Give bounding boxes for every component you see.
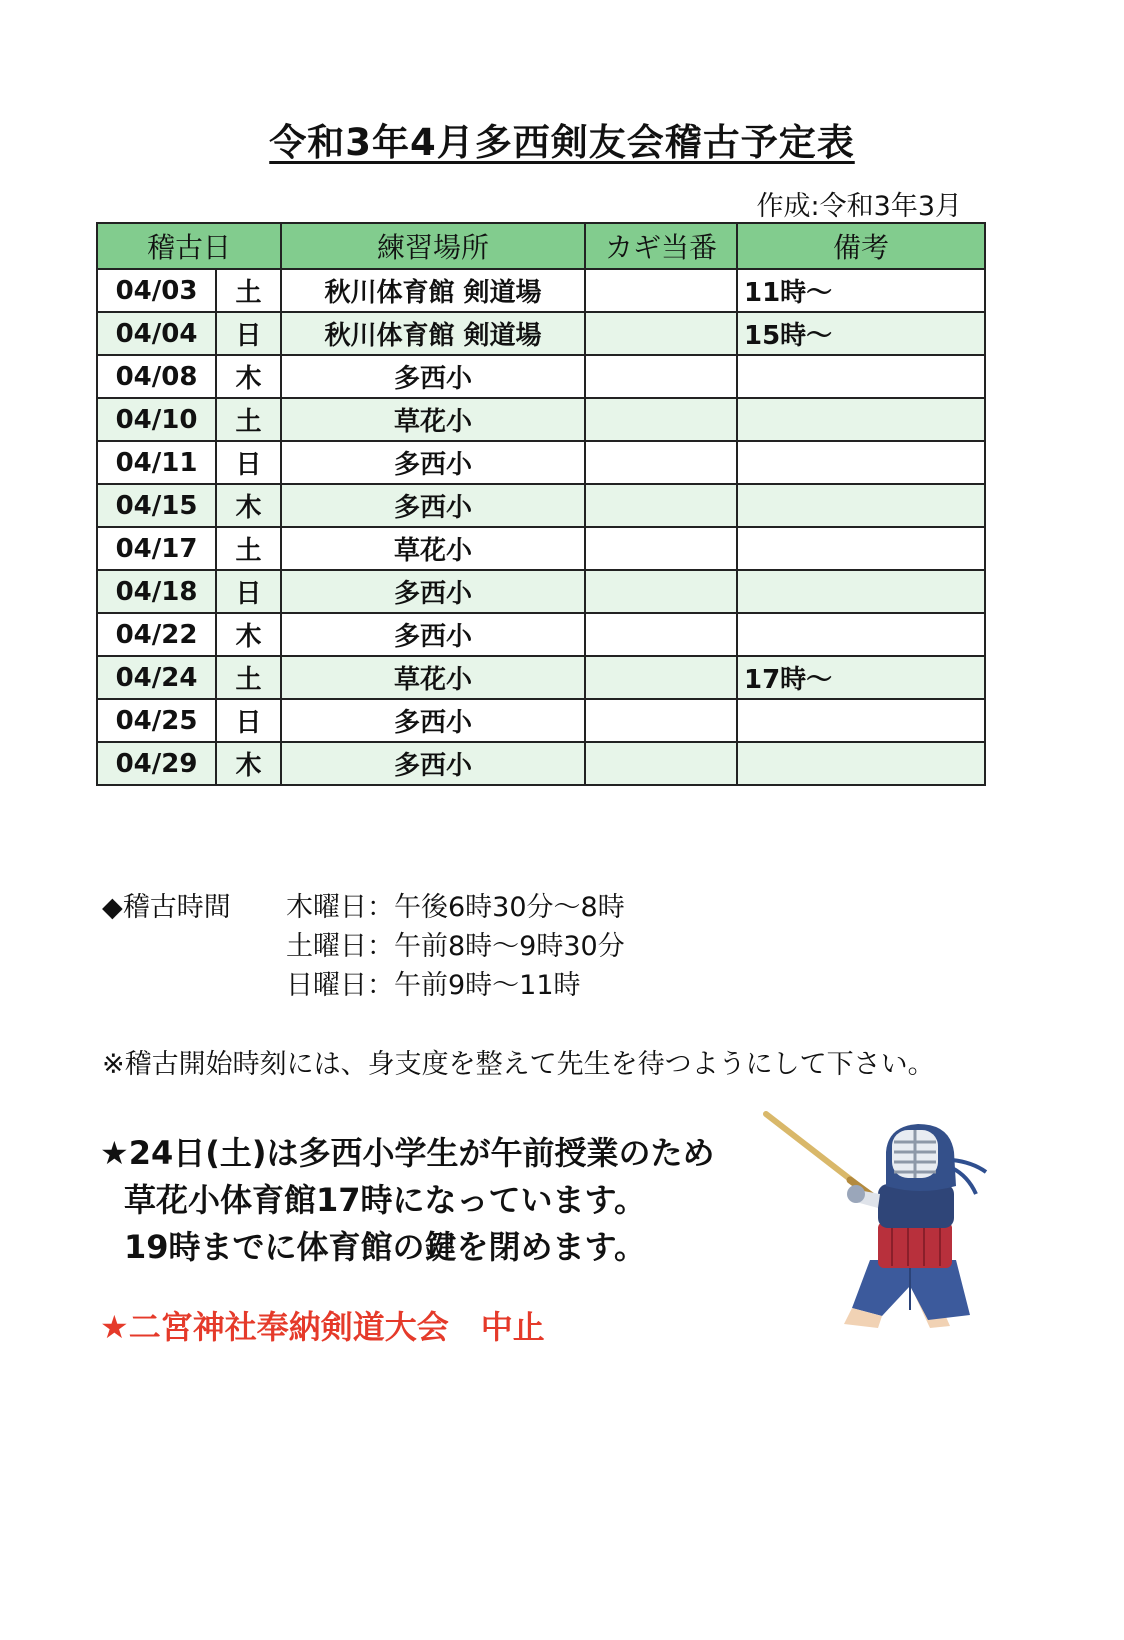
table-row <box>97 484 985 527</box>
place-cell: 秋川体育館 剣道場 <box>281 269 585 312</box>
practice-time-sunday: 日曜日：午前9時～11時 <box>286 970 581 1001</box>
date-cell: 04/11 <box>97 441 216 484</box>
table-row <box>97 656 985 699</box>
header-key: カギ当番 <box>585 223 737 269</box>
page-title: 令和3年4月多西剣友会稽古予定表 <box>269 121 855 164</box>
day-cell: 日 <box>216 570 281 613</box>
note-cell <box>737 355 985 398</box>
date-cell: 04/08 <box>97 355 216 398</box>
key-duty-cell <box>585 398 737 441</box>
note-cell <box>737 699 985 742</box>
note-cell: 15時～ <box>737 312 985 355</box>
place-cell: 多西小 <box>281 441 585 484</box>
day-cell: 日 <box>216 312 281 355</box>
note-cell <box>737 527 985 570</box>
notice-line-3: 19時までに体育館の鍵を閉めます。 <box>124 1228 646 1266</box>
day-cell: 日 <box>216 441 281 484</box>
note-cell <box>737 742 985 785</box>
table-row <box>97 312 985 355</box>
table-row <box>97 269 985 312</box>
practice-time-thursday: 木曜日：午後6時30分～8時 <box>286 892 625 923</box>
table-row <box>97 570 985 613</box>
note-cell <box>737 613 985 656</box>
place-cell: 草花小 <box>281 398 585 441</box>
table-row <box>97 441 985 484</box>
note-cell <box>737 570 985 613</box>
place-cell: 多西小 <box>281 570 585 613</box>
note-cell <box>737 441 985 484</box>
place-cell: 多西小 <box>281 613 585 656</box>
day-cell: 土 <box>216 527 281 570</box>
table-row <box>97 398 985 441</box>
key-duty-cell <box>585 742 737 785</box>
day-cell: 土 <box>216 656 281 699</box>
date-cell: 04/24 <box>97 656 216 699</box>
key-duty-cell <box>585 699 737 742</box>
note-cell: 17時～ <box>737 656 985 699</box>
place-cell: 草花小 <box>281 527 585 570</box>
day-cell: 日 <box>216 699 281 742</box>
notice-line-1: ★24日(土)は多西小学生が午前授業のため <box>100 1134 715 1172</box>
key-duty-cell <box>585 441 737 484</box>
kendo-player-icon <box>760 1110 990 1344</box>
header-place: 練習場所 <box>281 223 585 269</box>
day-cell: 土 <box>216 269 281 312</box>
place-cell: 多西小 <box>281 484 585 527</box>
practice-times-label: ◆稽古時間 <box>102 892 231 923</box>
table-row <box>97 742 985 785</box>
key-duty-cell <box>585 613 737 656</box>
key-duty-cell <box>585 656 737 699</box>
header-date: 稽古日 <box>97 223 281 269</box>
notice-block <box>100 1130 714 1271</box>
place-cell: 草花小 <box>281 656 585 699</box>
key-duty-cell <box>585 484 737 527</box>
date-cell: 04/10 <box>97 398 216 441</box>
date-cell: 04/18 <box>97 570 216 613</box>
date-cell: 04/29 <box>97 742 216 785</box>
created-date: 作成:令和3年3月 <box>756 191 962 222</box>
day-cell: 木 <box>216 484 281 527</box>
place-cell: 多西小 <box>281 355 585 398</box>
table-row <box>97 699 985 742</box>
place-cell: 多西小 <box>281 699 585 742</box>
key-duty-cell <box>585 527 737 570</box>
date-cell: 04/15 <box>97 484 216 527</box>
notice-line-2: 草花小体育館17時になっています。 <box>124 1181 646 1219</box>
date-cell: 04/25 <box>97 699 216 742</box>
day-cell: 木 <box>216 355 281 398</box>
place-cell: 秋川体育館 剣道場 <box>281 312 585 355</box>
note-cell <box>737 484 985 527</box>
date-cell: 04/03 <box>97 269 216 312</box>
table-header-row <box>97 223 985 269</box>
practice-time-saturday: 土曜日：午前8時～9時30分 <box>286 931 625 962</box>
table-row <box>97 355 985 398</box>
key-duty-cell <box>585 312 737 355</box>
header-note: 備考 <box>737 223 985 269</box>
place-cell: 多西小 <box>281 742 585 785</box>
day-cell: 木 <box>216 742 281 785</box>
schedule-table <box>96 222 986 786</box>
key-duty-cell <box>585 570 737 613</box>
note-cell <box>737 398 985 441</box>
date-cell: 04/22 <box>97 613 216 656</box>
cancel-notice: ★二宮神社奉納剣道大会 中止 <box>100 1308 545 1346</box>
date-cell: 04/17 <box>97 527 216 570</box>
day-cell: 木 <box>216 613 281 656</box>
table-row <box>97 527 985 570</box>
key-duty-cell <box>585 355 737 398</box>
key-duty-cell <box>585 269 737 312</box>
day-cell: 土 <box>216 398 281 441</box>
note-cell: 11時～ <box>737 269 985 312</box>
date-cell: 04/04 <box>97 312 216 355</box>
preparation-note: ※稽古開始時刻には、身支度を整えて先生を待つようにして下さい。 <box>102 1049 935 1080</box>
table-row <box>97 613 985 656</box>
